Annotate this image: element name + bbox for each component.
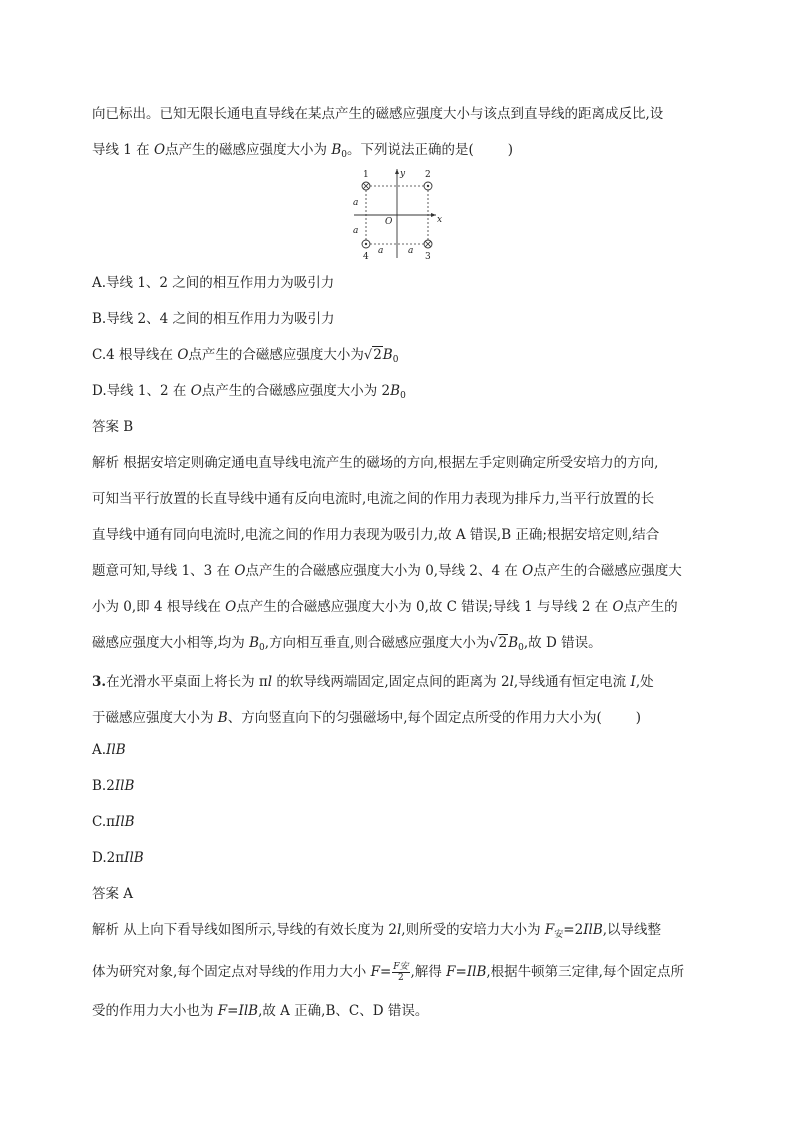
- q3-option-b: B.2IlB: [92, 778, 135, 794]
- q3-explanation-line1: 解析 从上向下看导线如图所示,导线的有效长度为 2l,则所受的安培力大小为 $F_安=2IlB$,以导线整: [92, 922, 662, 940]
- origin-label: O: [385, 217, 393, 227]
- wire-label-4: 4: [363, 252, 369, 262]
- dist-label-left-top: a: [353, 198, 359, 208]
- q2-option-a: A.导线 1、2 之间的相互作用力为吸引力: [92, 275, 335, 291]
- q3-option-a: A.IlB: [92, 742, 126, 758]
- q2-explanation-line2: 可知当平行放置的长直导线中通有反向电流时,电流之间的作用力表现为排斥力,当平行放置的长: [92, 491, 655, 507]
- q3-option-d: D.2πIlB: [92, 850, 144, 866]
- wire-3-into-page-icon: [424, 240, 432, 248]
- q2-explanation-line4: 题意可知,导线 1、3 在 O点产生的合磁感应强度大小为 0,导线 2、4 在 O点产生的合磁感应强度大: [92, 563, 682, 579]
- wire-1-into-page-icon: [362, 182, 370, 190]
- axis-label-y: y: [400, 169, 406, 179]
- q2-stem-line1: 向已标出。已知无限长通电直导线在某点产生的磁感应强度大小与该点到直导线的距离成反比,设: [92, 106, 664, 122]
- wire-4-out-of-page-icon: [362, 240, 370, 248]
- axis-label-x: x: [437, 215, 443, 225]
- q2-explanation-line3: 直导线中通有同向电流时,电流之间的作用力表现为吸引力,故 A 错误,B 正确;根据安培定则,结合: [92, 527, 660, 543]
- fraction: $\frac{\text{F安}}{2}$: [393, 962, 409, 983]
- wire-label-1: 1: [363, 170, 369, 180]
- q2-explanation-line6: 磁感应强度大小相等,均为 $B_0$,方向相互垂直,则合磁感应强度大小为$√2B_0$,故 D 错误。: [92, 635, 602, 653]
- q2-explanation-line5: 小为 0,即 4 根导线在 O点产生的合磁感应强度大小为 0,故 C 错误;导线 1 与导线 2 在 O点产生的: [92, 599, 678, 615]
- question-number: 3.: [92, 674, 107, 690]
- q3-stem-line2: 于磁感应强度大小为 B、方向竖直向下的匀强磁场中,每个固定点所受的作用力大小为( ): [92, 710, 642, 726]
- q2-answer: 答案 B: [92, 419, 134, 435]
- wire-2-out-of-page-icon: [424, 182, 432, 190]
- q2-explanation-line1: 解析 根据安培定则确定通电直导线电流产生的磁场的方向,根据左手定则确定所受安培力的方向,: [92, 455, 659, 471]
- q3-option-c: C.πIlB: [92, 814, 135, 830]
- q2-option-c: C.4 根导线在 O点产生的合磁感应强度大小为$√2B_0$: [92, 347, 399, 365]
- q3-stem-line1: 3.在光滑水平桌面上将长为 πl 的软导线两端固定,固定点间的距离为 2l,导线通有恒定电流 I,处: [92, 674, 654, 690]
- wire-label-2: 2: [425, 170, 431, 180]
- dist-label-bottom-right: a: [408, 246, 414, 256]
- q2-option-b: B.导线 2、4 之间的相互作用力为吸引力: [92, 311, 335, 327]
- wire-diagram: [352, 166, 444, 262]
- dist-label-bottom-left: a: [378, 246, 384, 256]
- sqrt-symbol: √2: [363, 347, 382, 363]
- q3-explanation-line3: 受的作用力大小也为 F=IlB,故 A 正确,B、C、D 错误。: [92, 1003, 429, 1019]
- q3-answer: 答案 A: [92, 886, 134, 902]
- dist-label-left-bottom: a: [353, 226, 359, 236]
- q3-explanation-line2: 体为研究对象,每个固定点对导线的作用力大小 F= $\frac{\text{F安}}{2}$ ,解得 F=IlB,根据牛顿第三定律,每个固定点所: [92, 962, 684, 983]
- wire-label-3: 3: [425, 252, 431, 262]
- q2-stem-line2: 导线 1 在 O点产生的磁感应强度大小为 $B_0$。下列说法正确的是( ): [92, 142, 514, 160]
- q2-option-d: D.导线 1、2 在 O点产生的合磁感应强度大小为 $2B_0$: [92, 383, 406, 401]
